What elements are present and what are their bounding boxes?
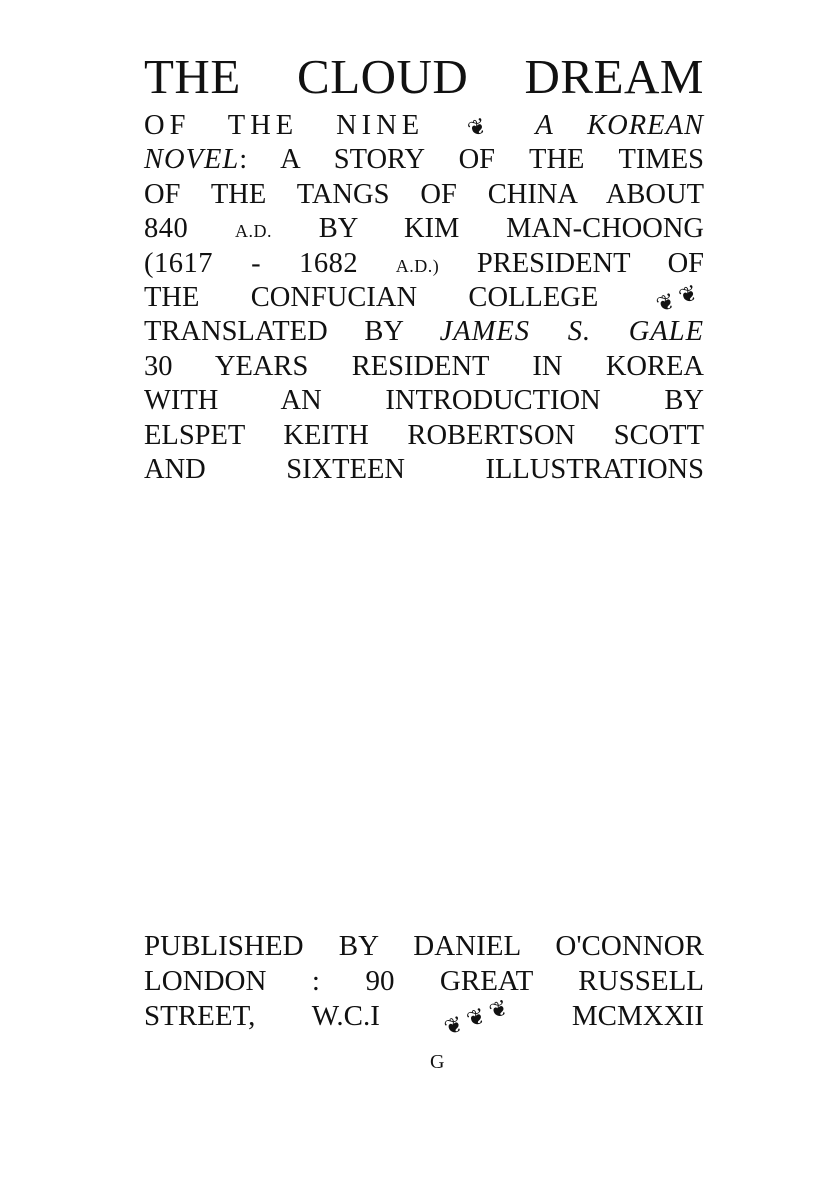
imprint-line-3 xyxy=(144,994,704,1041)
fleuron-ornament-icon: ❦ xyxy=(464,110,495,143)
subtitle-text: 30 YEARS RESIDENT IN KOREA xyxy=(144,350,704,382)
signature-mark: G xyxy=(430,1051,445,1073)
subtitle-text: WITH AN INTRODUCTION BY xyxy=(144,385,704,417)
subtitle-text: ELSPET KEITH ROBERTSON SCOTT xyxy=(144,419,704,451)
subtitle-line-7 xyxy=(144,315,704,349)
subtitle-line-5 xyxy=(144,247,704,281)
imprint-line-1 xyxy=(144,929,704,964)
subtitle-date-group xyxy=(144,213,272,244)
subtitle-small-caps: A.D.) xyxy=(395,255,440,276)
subtitle-italic-text: NOVEL xyxy=(144,144,240,176)
subtitle-line-2 xyxy=(144,143,704,177)
imprint-text: STREET, W.C.I xyxy=(144,1000,380,1032)
subtitle-italic-text: A KOREAN xyxy=(535,110,704,141)
subtitle-line-9 xyxy=(144,384,704,418)
subtitle-text: AND SIXTEEN ILLUSTRATIONS xyxy=(144,453,704,485)
subtitle-line-6 xyxy=(144,279,704,318)
subtitle-text: : A STORY OF THE TIMES xyxy=(239,144,704,176)
subtitle-text: (1617 - 1682 xyxy=(144,247,359,279)
translator-name: JAMES S. GALE xyxy=(439,316,704,348)
subtitle-line-3 xyxy=(144,178,704,212)
fleuron-ornament-icon: ❦ ❦ ❦ xyxy=(440,994,512,1041)
subtitle-line-11 xyxy=(144,453,704,487)
subtitle-text: OF THE TANGS OF CHINA ABOUT xyxy=(144,178,704,210)
subtitle-text: PRESIDENT OF xyxy=(476,247,705,279)
subtitle-line-4 xyxy=(144,212,704,246)
imprint-line-2 xyxy=(144,964,704,999)
publisher-imprint xyxy=(144,929,704,1041)
subtitle-text: THE CONFUCIAN COLLEGE xyxy=(144,281,599,313)
book-title: THE CLOUD DREAM xyxy=(144,49,704,104)
subtitle-text: TRANSLATED BY xyxy=(144,316,403,348)
subtitle-text: OF THE NINE xyxy=(144,110,425,141)
imprint-year: MCMXXII xyxy=(571,1000,704,1032)
subtitle-small-caps: A.D. xyxy=(234,221,272,242)
imprint-text: LONDON : 90 GREAT RUSSELL xyxy=(144,965,704,997)
subtitle-line-10 xyxy=(144,419,704,453)
imprint-text: PUBLISHED BY DANIEL O'CONNOR xyxy=(144,930,704,962)
subtitle-line-8 xyxy=(144,350,704,384)
subtitle-date-group xyxy=(144,248,439,279)
fleuron-ornament-icon: ❦ ❦ xyxy=(652,279,701,318)
title-description xyxy=(144,109,704,487)
subtitle-line-1 xyxy=(144,109,704,143)
subtitle-text: BY KIM MAN-CHOONG xyxy=(318,213,704,245)
subtitle-number: 840 xyxy=(144,213,189,245)
